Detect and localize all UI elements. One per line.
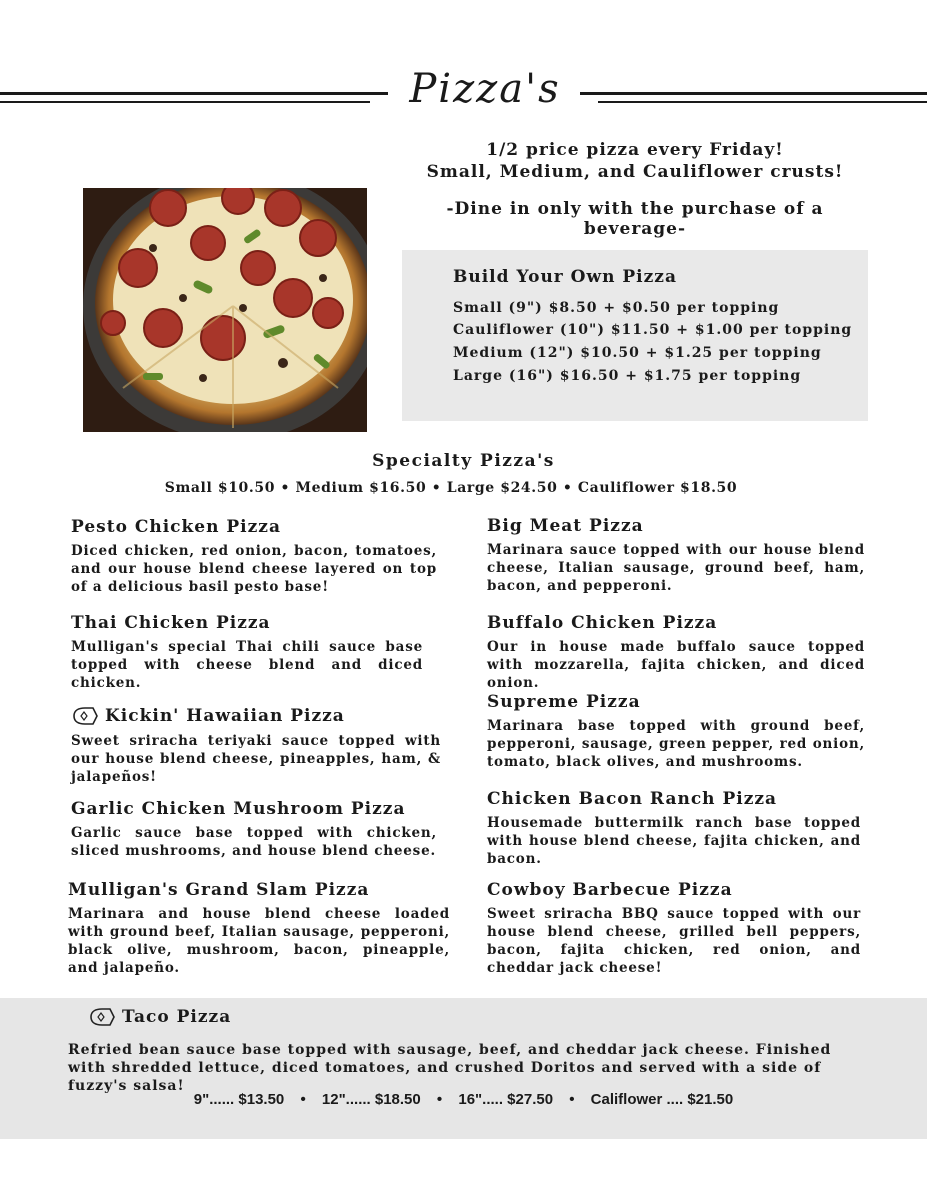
taco-pizza-name: Taco Pizza [122, 1007, 232, 1027]
item-name: Cowboy Barbecue Pizza [487, 880, 733, 900]
pizza-photo [83, 188, 367, 432]
taco-price-9: 9"...... $13.50 [193, 1091, 285, 1108]
item-name: Chicken Bacon Ranch Pizza [487, 789, 778, 809]
byo-line-large: Large (16") $16.50 + $1.75 per topping [453, 368, 802, 384]
menu-item [487, 516, 865, 595]
item-name: Supreme Pizza [487, 692, 641, 712]
byo-line-medium: Medium (12") $10.50 + $1.25 per topping [453, 345, 822, 361]
item-name: Buffalo Chicken Pizza [487, 613, 718, 633]
byo-line-cauliflower: Cauliflower (10") $11.50 + $1.00 per topping [453, 322, 853, 338]
item-name: Thai Chicken Pizza [71, 613, 271, 633]
spicy-pepper-icon [71, 705, 99, 727]
item-description: Housemade buttermilk ranch base topped with house blend cheese, fajita chicken, and bacon. [487, 815, 861, 867]
item-name: Big Meat Pizza [487, 516, 644, 536]
item-name: Garlic Chicken Mushroom Pizza [71, 799, 406, 819]
price-separator: • [300, 1091, 306, 1108]
menu-item [487, 613, 865, 692]
taco-pizza-prices [0, 1091, 927, 1108]
price-separator: • [569, 1091, 575, 1108]
item-description: Garlic sauce base topped with chicken, sliced mushrooms, and house blend cheese. [71, 825, 437, 859]
menu-item [71, 705, 441, 786]
menu-item [71, 799, 437, 860]
menu-item [68, 880, 450, 977]
specialty-prices: Small $10.50 • Medium $16.50 • Large $24.50 • Cauliflower $18.50 [164, 480, 738, 496]
item-name: Mulligan's Grand Slam Pizza [68, 880, 370, 900]
menu-item [487, 880, 861, 977]
item-description: Marinara base topped with ground beef, pepperoni, sausage, green pepper, red onion, tomato, black olives, and mushrooms. [487, 718, 865, 770]
taco-pizza-description: Refried bean sauce base topped with sausage, beef, and cheddar jack cheese. Finished with shredded lettuce, diced tomatoes, and crushed Doritos and served with a side of fuzzy's salsa! [68, 1042, 832, 1094]
taco-price-12: 12"...... $18.50 [321, 1091, 421, 1108]
promo-line-1: 1/2 price pizza every Friday! [486, 140, 784, 160]
item-description: Sweet sriracha BBQ sauce topped with our house blend cheese, grilled bell peppers, bacon, fajita chicken, red onion, and cheddar jack cheese! [487, 906, 861, 976]
spicy-pepper-icon [88, 1006, 116, 1028]
item-name: Kickin' Hawaiian Pizza [105, 706, 345, 726]
item-description: Our in house made buffalo sauce topped with mozzarella, fajita chicken, and diced onion. [487, 639, 865, 691]
specialty-title: Specialty Pizza's [372, 451, 555, 471]
header-rule-right-bottom [598, 101, 927, 103]
price-separator: • [436, 1091, 443, 1108]
byo-title: Build Your Own Pizza [453, 267, 677, 287]
byo-line-small: Small (9") $8.50 + $0.50 per topping [453, 300, 780, 316]
menu-item [487, 789, 861, 868]
promo-line-3: -Dine in only with the purchase of a beverage- [446, 199, 824, 239]
menu-item [71, 517, 437, 596]
item-description: Marinara and house blend cheese loaded with ground beef, Italian sausage, pepperoni, black olive, mushroom, bacon, pineapple, and jalapeño. [68, 906, 450, 976]
menu-item [487, 692, 865, 771]
item-description: Marinara sauce topped with our house blend cheese, Italian sausage, ground beef, ham, bacon, and pepperoni. [487, 542, 865, 594]
build-your-own-box [402, 250, 868, 421]
promo-line-2: Small, Medium, and Cauliflower crusts! [426, 162, 844, 182]
taco-price-16: 16"..... $27.50 [458, 1091, 554, 1108]
header-rule-left-bottom [0, 101, 370, 103]
header-rule-right-top [580, 92, 927, 95]
item-name: Pesto Chicken Pizza [71, 517, 281, 537]
header-rule-left-top [0, 92, 388, 95]
taco-pizza-section [0, 998, 927, 1139]
item-description: Mulligan's special Thai chili sauce base topped with cheese blend and diced chicken. [71, 639, 423, 691]
item-description: Diced chicken, red onion, bacon, tomatoes, and our house blend cheese layered on top of a delicious basil pesto base! [71, 543, 437, 595]
page-title: Pizza's [409, 66, 561, 112]
menu-item [71, 613, 423, 692]
taco-price-cauliflower: Califlower .... $21.50 [590, 1091, 734, 1108]
item-description: Sweet sriracha teriyaki sauce topped with our house blend cheese, pineapples, ham, & jalapeños! [71, 733, 441, 785]
